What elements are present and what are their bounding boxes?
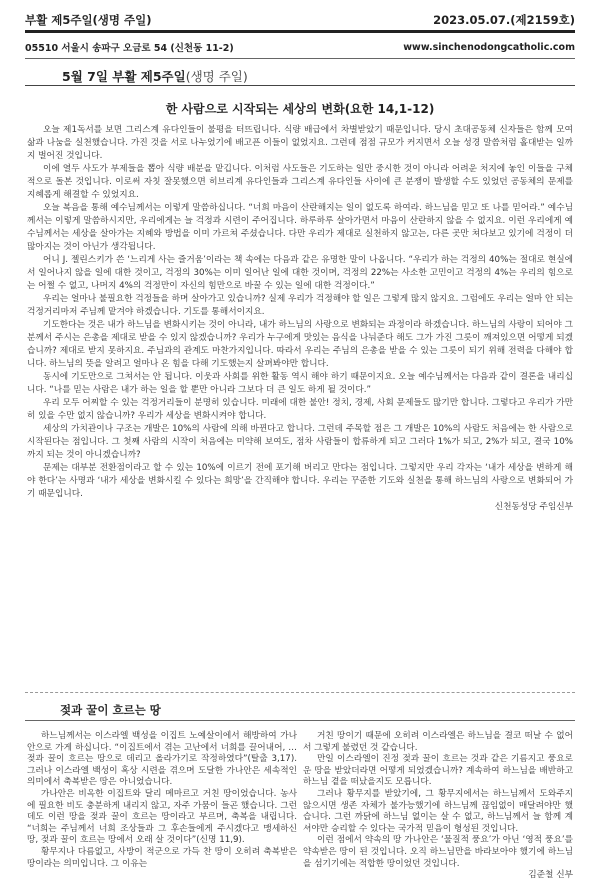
- paragraph: 만일 이스라엘이 진정 젖과 꿀이 흐르는 것과 같은 기름지고 풍요로운 땅을 받았더라면 어떻게 되었겠습니까? 계속하여 하느님을 배반하고 하느님 곁을 떠났을지도 모릅니다.: [303, 754, 573, 788]
- paragraph: 우리 모두 어찌할 수 있는 걱정거리들이 분명히 있습니다. 미래에 대한 불안! 정치, 경제, 사회 문제들도 많기만 합니다. 그렇다고 우리가 가만히 있을 수만 없지 않습니까? 우리가 세상을 변화시켜야 합니다.: [27, 398, 573, 421]
- paragraph: 세상의 가치관이나 구조는 개발은 10%의 사람에 의해 바뀐다고 합니다. 그런데 주목할 점은 그 개발은 10%의 사람도 처음에는 한 사람으로 시작된다는 점입니다. 그 첫째 사람의 시작이 처음에는 미약해 보여도, 점차 사람들이 합류하게 되고 그러다 1%가 되고, 2%가 되고, 결국 10%까지 되는 것이 아니겠습니까?: [27, 424, 573, 460]
- article-column-right: [303, 731, 573, 882]
- divider: [25, 720, 575, 721]
- paragraph: 우리는 얼마나 불필요한 걱정들을 하며 살아가고 있습니까? 실제 우리가 걱정해야 할 일은 그렇게 많지 않지요. 그럼에도 우리는 얼마 안 되는 걱정거리마저 주님께 맡겨야 하겠습니다. 기도를 통해서이지요.: [27, 294, 573, 317]
- parish-address: 05510 서울시 송파구 오금로 54 (신천동 11-2): [25, 43, 234, 54]
- author-signature: 신천동성당 주임신부: [494, 502, 573, 512]
- paragraph: 문제는 대부분 전환점이라고 할 수 있는 10%에 이르기 전에 포기해 버리고 만다는 점입니다. 그렇지만 우리 각자는 ‘내가 세상을 변하게 해야 한다’는 사명과 ‘내가 세상을 변화시킬 수 있다는 희망’을 간직해야 합니다. 우리는 꾸준한 기도와 실천을 통해 하느님의 사랑으로 변화되어 가기 때문입니다.: [27, 463, 573, 499]
- divider: [25, 692, 575, 693]
- article-column-left: [27, 731, 297, 870]
- divider: [25, 85, 575, 86]
- issue-date: 2023.05.07.(제2159호): [433, 13, 575, 27]
- paragraph: 오늘 복음을 통해 예수님께서는 이렇게 말씀하십니다. “너희 마음이 산란해지는 일이 없도록 하여라. 하느님을 믿고 또 나를 믿어라.” 예수님께서는 이렇게 말씀하시지만, 우리에게는 늘 걱정과 시련이 주어집니다. 하루하루 살아가면서 마음이 산란하지 않을 수 없지요. 이런 우리에게 예수님께서는 세상을 살아가는 지혜와 방법을 이미 가르쳐 주셨습니다. 다만 우리가 제대로 실천하지 않고는, 다른 곳만 쳐다보고 있기에 걱정이 더 많아지는 것이 아닌가 생각됩니다.: [27, 203, 573, 252]
- paragraph: 거친 땅이기 때문에 오히려 이스라엘은 하느님을 결코 떠날 수 없어서 그렇게 불렸던 것 같습니다.: [303, 731, 573, 753]
- paragraph: 이런 점에서 약속의 땅 가나안은 ‘물질적 풍요’가 아닌 ‘영적 풍요’를 약속받은 땅이 된 것입니다. 오직 하느님만을 바라보아야 했기에 하느님을 섬기기에는 적합한 땅이었던 것입니다.: [303, 835, 573, 869]
- feast-paren: (생명 주일): [185, 69, 248, 84]
- website-link[interactable]: www.sinchenodongcatholic.com: [403, 41, 575, 53]
- paragraph: 어니 J. 젤린스키가 쓴 ‘느리게 사는 즐거움’이라는 책 속에는 다음과 같은 유명한 말이 나옵니다. “우리가 하는 걱정의 40%는 절대로 현실에서 일어나지 않을 일에 대한 것이고, 걱정의 30%는 이미 일어난 일에 대한 것이며, 걱정의 22%는 사소한 고민이고 걱정의 4%는 우리의 힘으로는 어쩔 수 없고, 나머지 4%의 걱정만이 자신의 힘만으로 바꿀 수 있는 일에 대한 걱정이다.”: [27, 255, 573, 291]
- paragraph: 하느님께서는 이스라엘 백성을 이집트 노예살이에서 해방하여 가나안으로 가게 하십니다. “이집트에서 겪는 고난에서 너희를 끌어내어, … 젖과 꿀이 흐르는 땅으로 데리고 올라가기로 작정하였다”(탈출 3,17). 그러나 이스라엘 백성이 혹상 시련을 겪으며 도달한 가나안은 세속적인 의미에서 축복받은 땅은 아니었습니다.: [27, 731, 297, 788]
- paragraph: 동시에 기도만으로 그쳐서는 안 됩니다. 이웃과 사회를 위한 활동 역시 해야 하기 때문이지요. 오늘 예수님께서는 다음과 같이 결론을 내리십니다. “나를 믿는 사람은 내가 하는 일을 할 뿐만 아니라 그보다 더 큰 일도 하게 될 것이다.”: [27, 372, 573, 395]
- paragraph: 황무지나 다름없고, 사방이 적군으로 가득 찬 땅이 오히려 축복받은 땅이라는 의미입니다. 그 이유는: [27, 846, 297, 869]
- header-subline: [25, 40, 575, 54]
- article-title: 젖과 꿀이 흐르는 땅: [60, 703, 161, 717]
- paragraph: 가나안은 비옥한 이집트와 달리 메마르고 거친 땅이었습니다. 농사에 필요한 비도 충분하게 내리지 않고, 자주 가뭄이 들곤 했습니다. 그런데도 이런 땅을 젖과 꿀이 흐르는 땅이라고 부르며, 축복을 내립니다. “너희는 주님께서 너희 조상들과 그 후손들에게 주시겠다고 맹세하신 땅, 젖과 꿀이 흐르는 땅에서 오래 살 것이다”(신명 11,9).: [27, 788, 297, 846]
- paragraph: 오늘 제1독서를 보면 그리스계 유다인들이 불평을 터뜨립니다. 식량 배급에서 차별받았기 때문입니다. 당시 초대공동체 신자들은 함께 모여 삶과 나눔을 실천했습니다. 가진 것을 서로 나누었기에 배고픈 이들이 없었지요. 그런데 점점 규모가 커지면서 오늘 성경 말씀처럼 홀대받는 일까지 벌어진 것입니다.: [27, 125, 573, 161]
- paragraph: 기도한다는 것은 내가 하느님을 변화시키는 것이 아니라, 내가 하느님의 사랑으로 변화되는 과정이라 하겠습니다. 하느님의 사랑이 되어야 그분께서 주시는 은총을 제대로 받을 수 있지 않겠습니까? 우리가 누구에게 맛있는 음식을 나눠준다 해도 그가 가진 그릇이 깨져있으면 어떻게 되겠습니까? 제대로 받지 못하지요. 주님과의 관계도 마찬가지입니다. 따라서 우리는 주님의 은총을 받을 수 있는 그릇이 되기 위해 전력을 다해야 합니다. 하느님의 뜻을 알려고 얼마나 온 힘을 다해 기도했는지 살펴봐야만 합니다.: [27, 320, 573, 369]
- article-body: [27, 124, 573, 514]
- page-header: [25, 10, 575, 33]
- paragraph: 그러나 황무지를 받았기에, 그 황무지에서는 하느님께서 도와주지 않으시면 생존 자체가 불가능했기에 하느님께 끊임없이 매달려야만 했습니다. 그런 까닭에 하느님 없이는 살 수 없고, 하느님께서 늘 함께 계셔야만 승리할 수 있다는 국가적 믿음이 형성된 것입니다.: [303, 788, 573, 834]
- article-title: 한 사람으로 시작되는 세상의 변화(요한 14,1-12): [165, 102, 435, 116]
- divider: [25, 58, 575, 59]
- feast-label: 5월 7일 부활 제5주일: [62, 69, 186, 84]
- issue-title: 부활 제5주일(생명 주일): [25, 13, 152, 27]
- paragraph: 이에 열두 사도가 부제들을 뽑아 식량 배분을 맡깁니다. 이처럼 사도들은 기도하는 일만 중시한 것이 아니라 어려운 처지에 놓인 이들을 구체적으로 돌본 것입니다. 이로써 자칫 잘못했으면 히브리계 유다인들과 그리스계 유다인들 사이에 큰 분쟁이 발생할 수도 있었던 공동체의 문제를 지혜롭게 해결할 수 있었지요.: [27, 164, 573, 200]
- feast-heading: [62, 67, 248, 85]
- author-signature: 김준철 신부: [528, 870, 573, 881]
